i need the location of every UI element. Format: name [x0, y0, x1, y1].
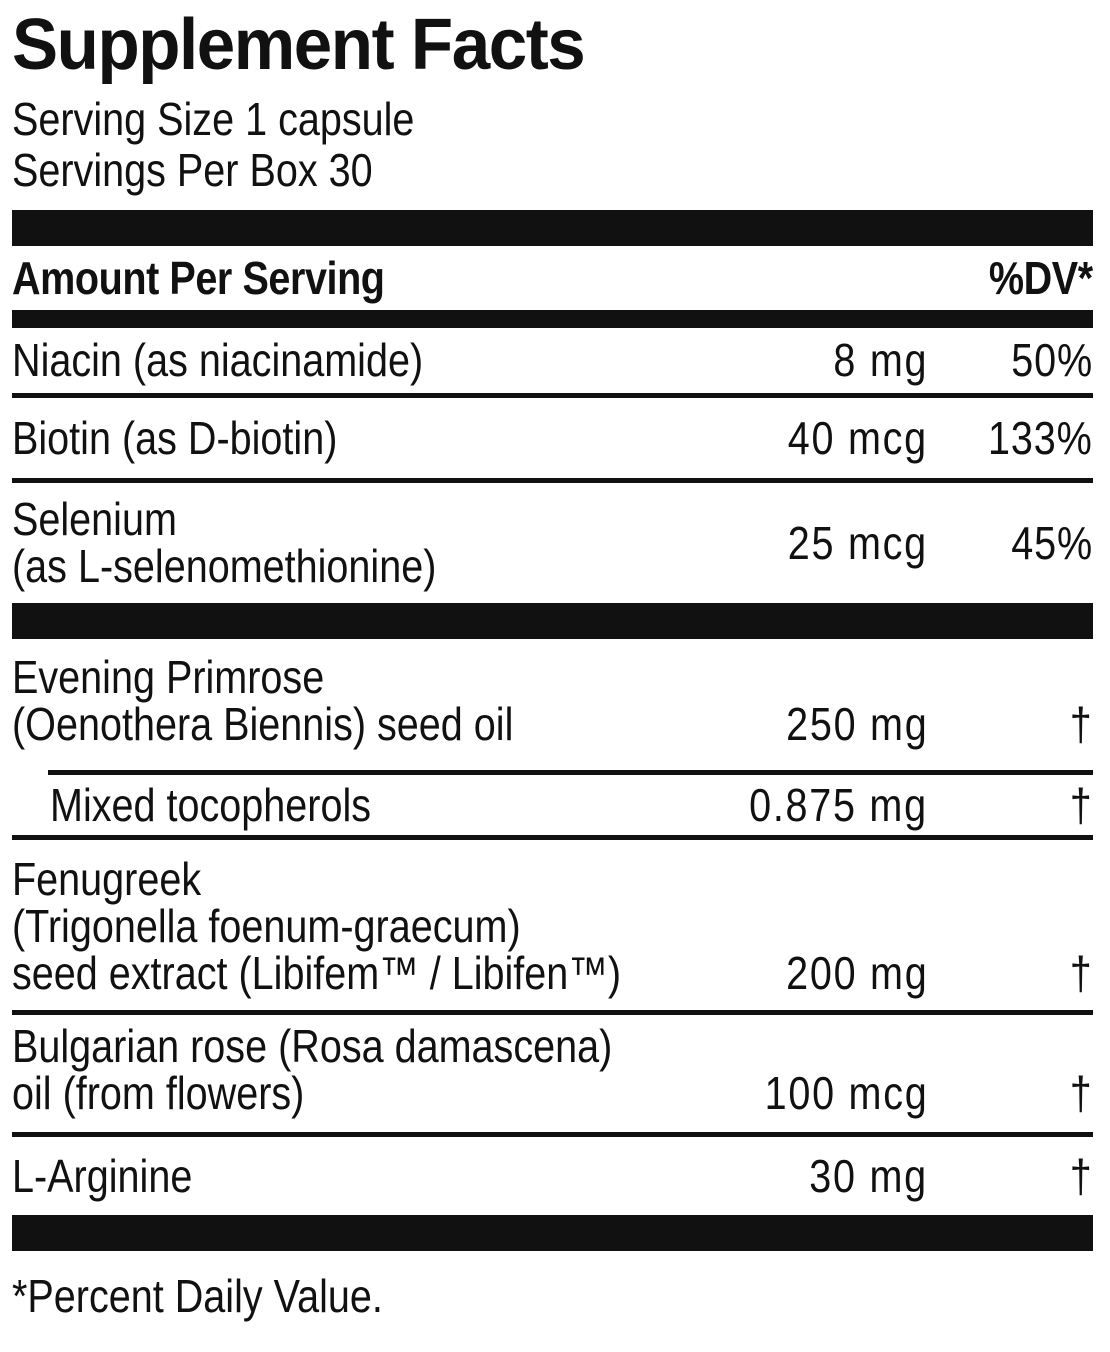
row-bulgarian-rose: [12, 1015, 1093, 1137]
servings-per-box-text: Servings Per Box 30: [12, 144, 373, 196]
ingredient-name: [12, 411, 643, 464]
amount-value: 0.875 mg: [749, 778, 928, 831]
column-header-row: [12, 246, 1093, 310]
amount-value: 40 mcg: [787, 411, 928, 464]
dv-value: †: [1070, 947, 1093, 999]
ingredient-amount: [643, 778, 928, 831]
ingredient-amount: [643, 334, 928, 386]
amount-value: 8 mg: [833, 334, 928, 386]
row-evening-primrose: [12, 639, 1093, 770]
dv-value: †: [1070, 778, 1093, 831]
amount-value: 30 mg: [809, 1149, 928, 1202]
ingredient-name-line: Selenium: [12, 493, 177, 545]
ingredient-amount: [643, 411, 928, 464]
ingredient-name: [12, 651, 643, 750]
ingredient-name-line: (Oenothera Biennis) seed oil: [12, 698, 514, 750]
percent-dv-label: %DV*: [989, 252, 1093, 304]
ingredient-amount: [643, 1149, 928, 1202]
ingredient-name-line: Evening Primrose: [12, 651, 325, 703]
ingredient-dv: [928, 778, 1093, 831]
row-fenugreek: [12, 840, 1093, 1015]
ingredient-dv: [928, 1149, 1093, 1202]
servings-per-box-line: [12, 145, 1093, 196]
ingredient-amount: [643, 1067, 928, 1119]
divider-medium: [12, 310, 1093, 328]
row-l-arginine: [12, 1137, 1093, 1215]
dv-value: 50%: [1011, 334, 1093, 386]
amount-value: 100 mcg: [764, 1067, 928, 1119]
percent-dv-header: [972, 251, 1093, 305]
ingredient-name: [12, 493, 643, 592]
dv-value: †: [1070, 1067, 1093, 1119]
row-niacin: [12, 328, 1093, 398]
ingredient-amount: [643, 947, 928, 999]
amount-value: 250 mg: [785, 698, 928, 750]
ingredient-amount: [643, 516, 928, 569]
ingredient-name-line: Fenugreek: [12, 853, 202, 905]
dv-value: †: [1070, 698, 1093, 750]
ingredient-name-line: (as L-selenomethionine): [12, 540, 437, 592]
ingredient-dv: [928, 411, 1093, 464]
ingredient-name-line: L-Arginine: [12, 1149, 193, 1202]
amount-per-serving-header: [12, 251, 445, 305]
row-mixed-tocopherols: [12, 775, 1093, 840]
daily-value-footnote-text: *Percent Daily Value.: [12, 1270, 383, 1322]
panel-title: Supplement Facts: [12, 5, 585, 85]
ingredient-dv: [928, 334, 1093, 386]
ingredient-name: [12, 778, 643, 831]
amount-per-serving-label: Amount Per Serving: [12, 252, 385, 304]
serving-size-line: [12, 94, 1093, 145]
divider-thick-bottom: [12, 1215, 1093, 1251]
ingredient-name: [12, 1020, 643, 1119]
ingredient-dv: [928, 1067, 1093, 1119]
ingredient-name-line: Niacin (as niacinamide): [12, 334, 424, 386]
amount-value: 25 mcg: [787, 516, 928, 569]
amount-value: 200 mg: [785, 947, 928, 999]
dv-value: 45%: [1011, 516, 1093, 569]
ingredient-amount: [643, 698, 928, 750]
ingredient-dv: [928, 947, 1093, 999]
ingredient-name: [12, 334, 643, 386]
ingredient-name: [12, 1149, 643, 1202]
row-biotin: [12, 398, 1093, 483]
serving-info: [12, 94, 1093, 196]
ingredient-name-line: (Trigonella foenum-graecum): [12, 900, 521, 952]
serving-size-text: Serving Size 1 capsule: [12, 93, 415, 145]
ingredient-name-line: Mixed tocopherols: [50, 778, 372, 831]
ingredient-name-line: Bulgarian rose (Rosa damascena): [12, 1020, 613, 1072]
row-selenium: [12, 483, 1093, 603]
ingredient-name-line: Biotin (as D-biotin): [12, 411, 338, 464]
ingredient-name-line: oil (from flowers): [12, 1067, 305, 1119]
ingredient-dv: [928, 698, 1093, 750]
ingredient-name: [12, 853, 643, 999]
dv-value: †: [1070, 1149, 1093, 1202]
divider-thick-top: [12, 210, 1093, 246]
ingredient-dv: [928, 516, 1093, 569]
daily-value-footnote: [12, 1271, 1093, 1321]
divider-thick-middle: [12, 603, 1093, 639]
ingredient-name-line: seed extract (Libifem™ / Libifen™): [12, 947, 622, 999]
dv-value: 133%: [988, 411, 1093, 464]
